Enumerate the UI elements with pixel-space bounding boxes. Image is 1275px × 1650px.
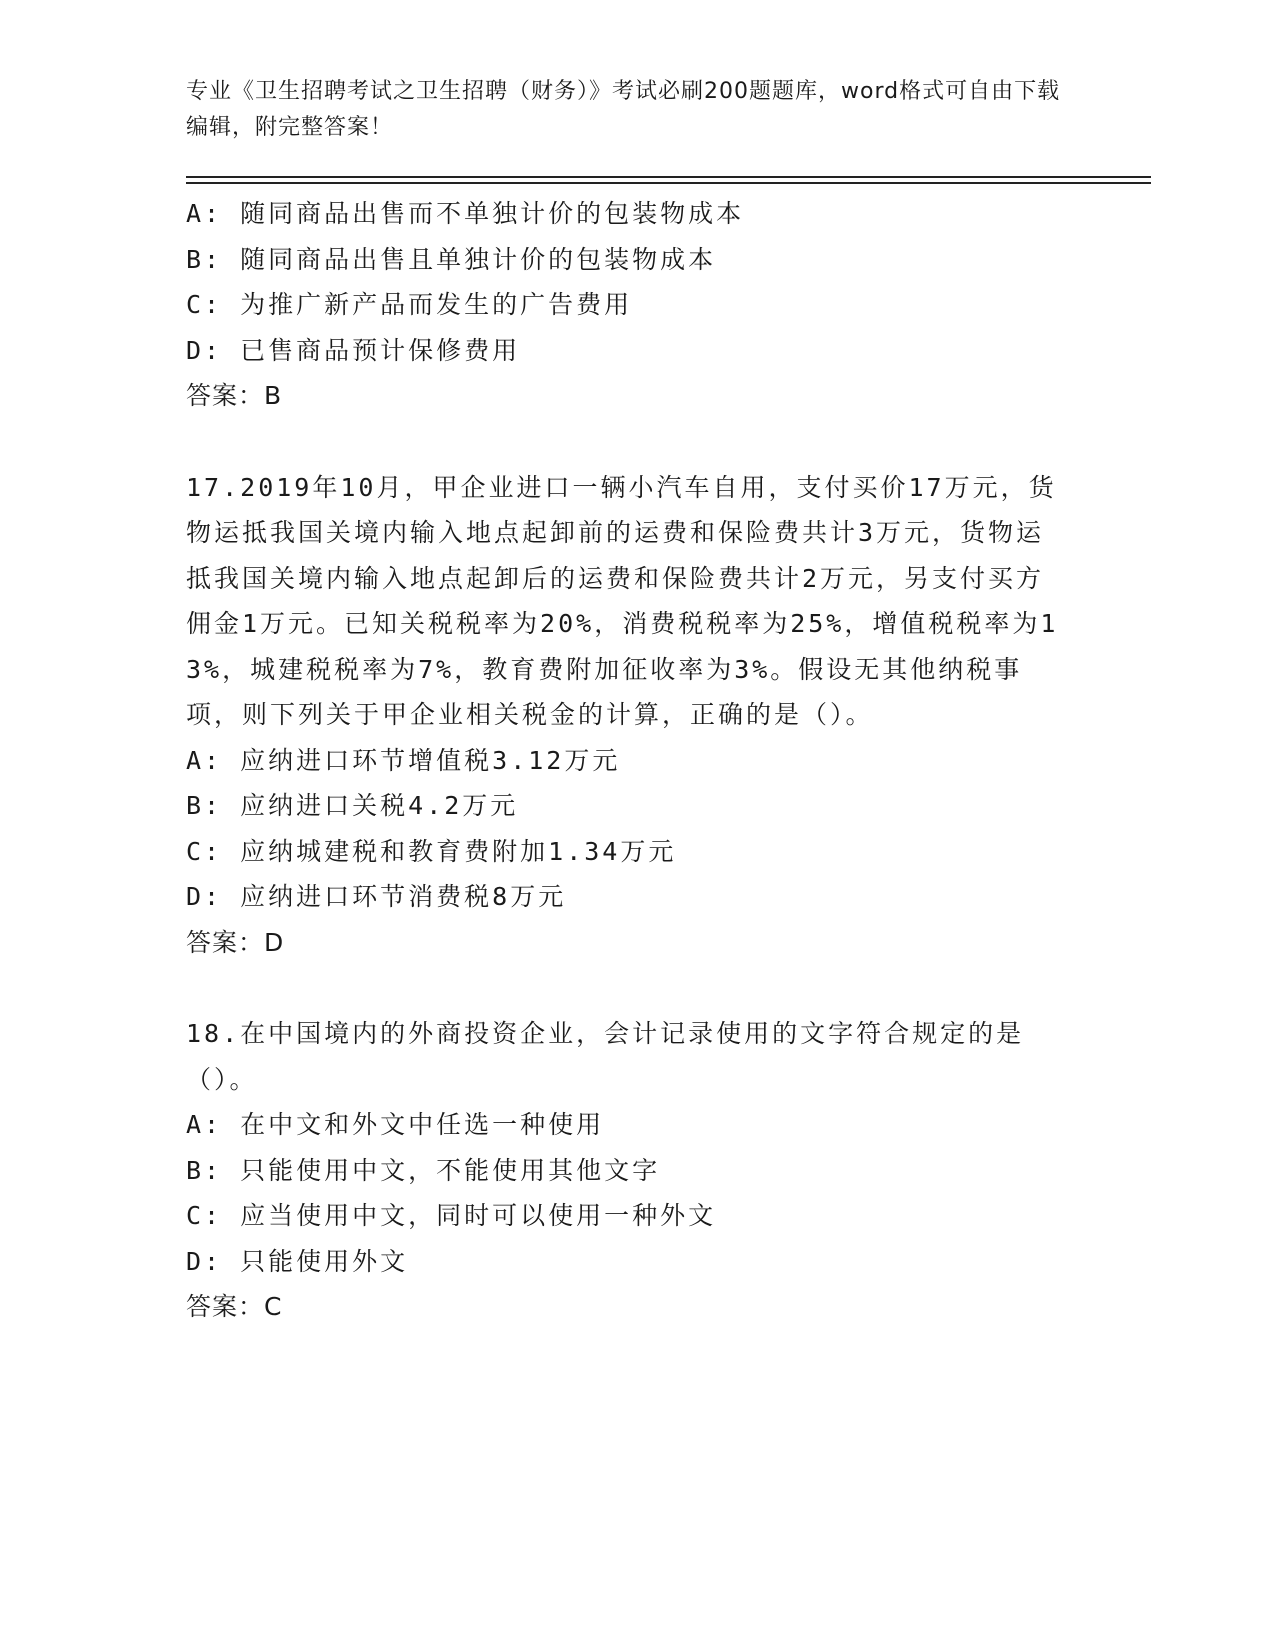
header-rule-top xyxy=(186,176,1151,178)
option-d: D: 应纳进口环节消费税8万元 xyxy=(186,882,567,911)
answer-line: 答案：C xyxy=(186,1292,283,1321)
question-text: 18.在中国境内的外商投资企业，会计记录使用的文字符合规定的是（）。 xyxy=(186,1019,1025,1094)
option-c: C: 应当使用中文，同时可以使用一种外文 xyxy=(186,1201,717,1230)
option-d: D: 已售商品预计保修费用 xyxy=(186,335,521,365)
option-b: B: 应纳进口关税4.2万元 xyxy=(186,791,519,820)
option-c: C: 为推广新产品而发生的广告费用 xyxy=(186,290,633,319)
option-a: A: 在中文和外文中任选一种使用 xyxy=(186,1110,605,1139)
question-text: 17.2019年10月，甲企业进口一辆小汽车自用，支付买价17万元，货物运抵我国关境内输入地点起卸前的运费和保险费共计3万元，货物运抵我国关境内输入地点起卸后的运费和保险费共计2万元，另支付买方佣金1万元。已知关税税率为20%，消费税税率为25%，增值税税率为13%，城建税税率为7%，教育费附加征收率为3%。假设无其他纳税事项，则下列关于甲企业相关税金的计算，正确的是（）。 xyxy=(186,472,1059,729)
answer-line: 答案：D xyxy=(186,927,285,957)
question-18 xyxy=(186,1011,1086,1330)
option-a: A: 应纳进口环节增值税3.12万元 xyxy=(186,745,621,775)
document-header: 专业《卫生招聘考试之卫生招聘（财务）》考试必刷200题题库，word格式可自由下载编辑，附完整答案！ xyxy=(186,79,1061,140)
answer-line: 答案：B xyxy=(186,381,283,410)
question-content xyxy=(186,191,1086,1330)
option-b: B: 随同商品出售且单独计价的包装物成本 xyxy=(186,244,717,274)
prev-question-block xyxy=(186,191,1086,419)
option-a: A: 随同商品出售而不单独计价的包装物成本 xyxy=(186,199,745,228)
question-17 xyxy=(186,465,1086,966)
option-d: D: 只能使用外文 xyxy=(186,1246,409,1276)
option-b: B: 只能使用中文，不能使用其他文字 xyxy=(186,1155,661,1185)
header-rule-bottom xyxy=(186,182,1151,184)
option-c: C: 应纳城建税和教育费附加1.34万元 xyxy=(186,836,677,866)
